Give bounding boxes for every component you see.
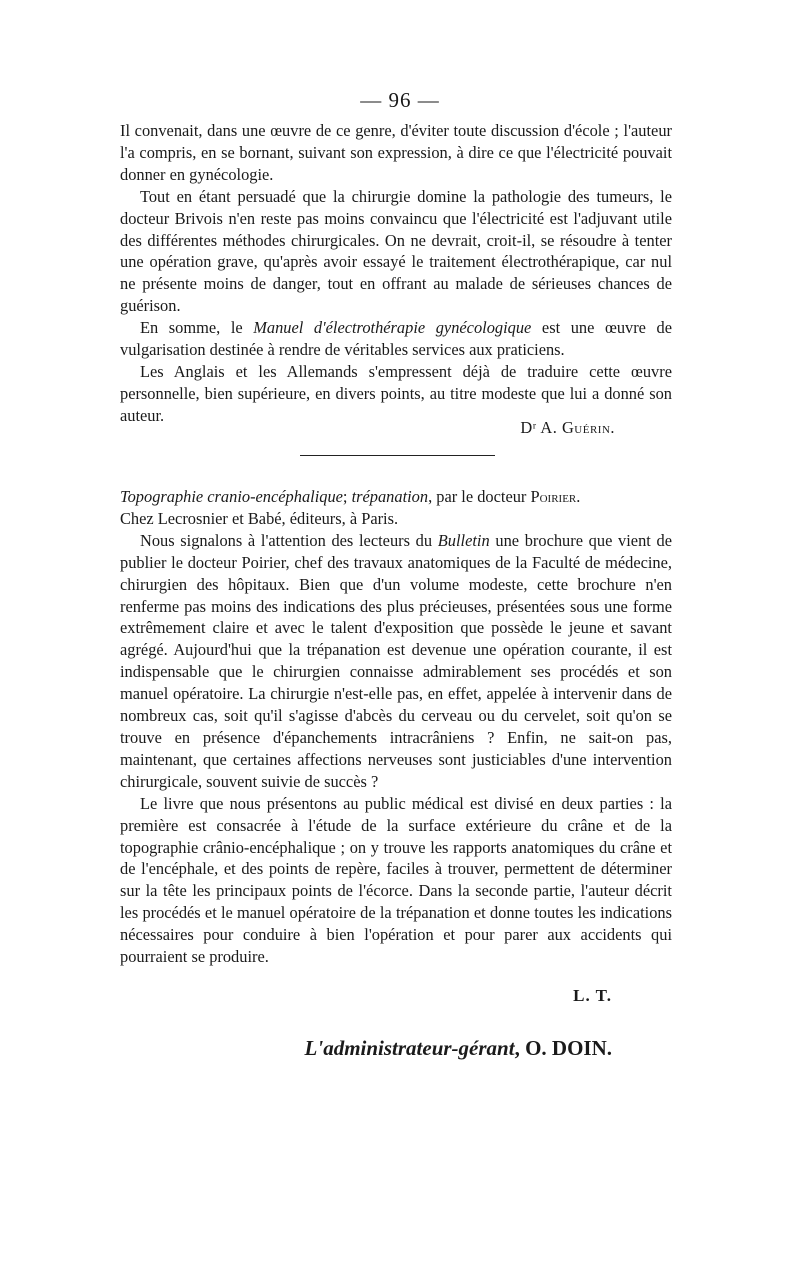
administrator-line [305,1036,612,1061]
text-run: En somme, le [140,318,254,338]
paragraph [120,317,672,361]
page-number: — 96 — [360,88,440,112]
paragraph: Il convenait, dans une œuvre de ce genre, d'éviter toute discussion d'école ; l'auteur l'a compris, en se bornant, suivant son expression, à dire ce que l'électricité pouvait donner en gynécologie. [120,121,672,184]
publisher-line: Chez Lecrosnier et Babé, éditeurs, à Paris. [120,508,399,528]
paragraph: Tout en étant persuadé que la chirurgie domine la pathologie des tumeurs, le docteur Brivois n'en reste pas moins convaincu que l'électricité est l'adjuvant utile des différentes méthodes chirurgicales. On ne devrait, croit-il, se résoudre à tenter une opération grave, qu'après avoir essayé le traitement électrothérapique, car nul ne présente moins de danger, tout en offrant au malade de sérieuses chances de guérison. [120,186,672,316]
book-title: trépanation [351,487,429,506]
administrator-name: , O. DOIN. [514,1036,612,1060]
paragraph [120,530,672,793]
text-run: une brochure que vient de publier le docteur Poirier, chef des travaux anatomiques de la Faculté de médecine, chirurgien des hôpitaux. Bien que d'un volume modeste, cette brochure n'en renferme pas moins des indications des plus précieuses, présentées sous une forme extrêmement claire et avec le talent d'exposition que possède le jeune et savant agrégé. Aujourd'hui que la trépanation est devenue une opération courante, il est indispensable que le chirurgien connaisse admirablement ses procédés et son manuel opératoire. La chirurgie n'est-elle pas, en effet, appelée à intervenir dans de nombreux cas, soit qu'il s'agisse d'abcès du cerveau ou du cervelet, soit qu'on se trouve en présence d'épanchements intracrâniens ? Enfin, ne sait-on pas, maintenant, que certaines affections nerveuses sont justiciables d'une intervention chirurgicale, souvent suivie de succès ? [120,530,672,791]
text-run: , par le docteur [428,487,531,506]
book-title: Topographie cranio-encéphalique [120,487,343,506]
review-poirier [120,486,672,968]
administrator-role: L'administrateur-gérant [304,1036,515,1060]
signature-name: Guérin. [561,418,615,437]
paragraph: Le livre que nous présentons au public médical est divisé en deux parties : la première est consacrée à l'étude de la surface extérieure du crâne et de la topographie crânio-encéphalique ; on y trouve les rapports anatomiques du crâne et de l'encéphale, et des points de repère, faciles à trouver, permettent de déterminer sur la tête les principaux points de l'écorce. Dans la seconde partie, l'auteur décrit les procédés et le manuel opératoire de la trépanation et donne toutes les indications nécessaires pour conduire à bien l'opération et pour parer aux accidents qui pourraient se produire. [120,793,672,967]
book-title: Manuel d'électrothérapie gynécologique [253,318,532,338]
paragraph: Les Anglais et les Allemands s'empressent déjà de traduire cette œuvre personnelle, bien supérieure, en divers points, au titre modeste que lui a donné son auteur. [120,361,672,425]
text-run: ; [342,487,352,506]
signature-lt: L. T. [573,986,612,1005]
review-brivois [120,120,672,427]
signature-prefix: Dʳ A. [520,418,562,437]
section-divider [300,455,495,456]
text-run: Nous signalons à l'attention des lecteurs du [140,530,438,550]
author-name: Poirier. [530,487,581,506]
signature-guerin [520,418,615,438]
journal-title: Bulletin [437,530,490,550]
text-run: est une œuvre de vulgarisation destinée à rendre de véritables services aux praticiens. [120,318,673,360]
review-heading [120,486,672,508]
